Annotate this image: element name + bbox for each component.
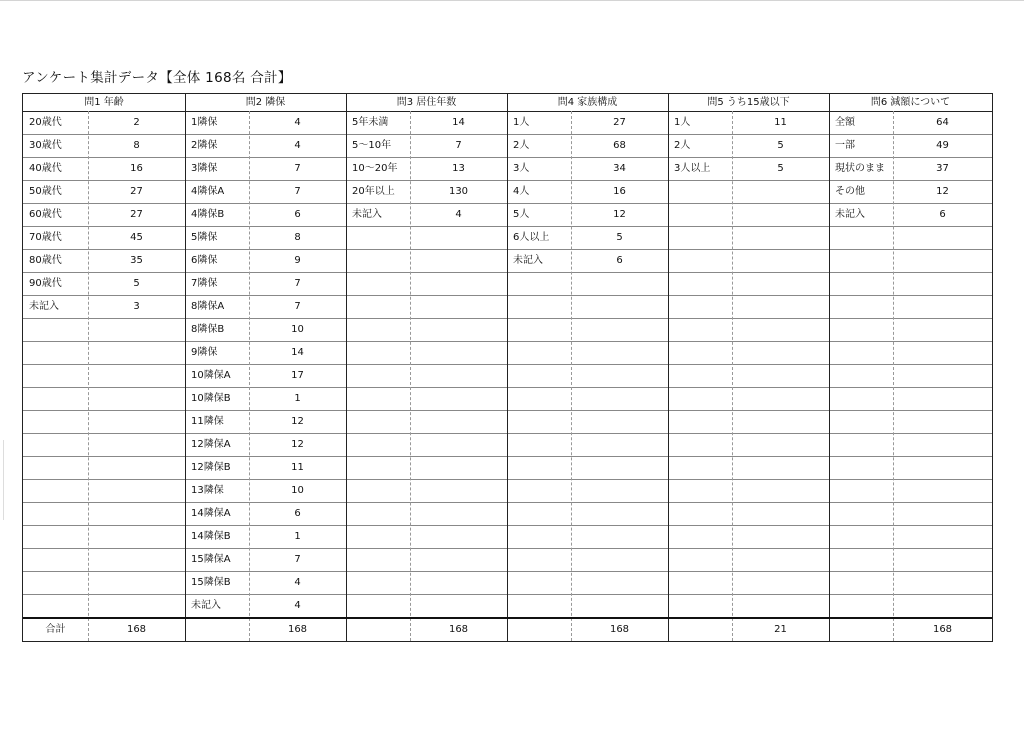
row-value: 7 <box>294 278 301 289</box>
table-row <box>23 249 185 273</box>
table-row <box>507 571 668 595</box>
row-value: 1 <box>294 531 301 542</box>
table-row <box>507 203 668 227</box>
row-value: 11 <box>774 117 787 128</box>
row-value: 34 <box>613 163 626 174</box>
table-row <box>668 111 829 135</box>
row-value: 27 <box>130 209 143 220</box>
table-row <box>829 341 992 365</box>
table-row <box>346 134 507 158</box>
table-row <box>23 180 185 204</box>
table-row <box>507 479 668 503</box>
scan-edge <box>0 0 1024 1</box>
table-row <box>23 318 185 342</box>
question-group <box>185 94 346 641</box>
row-label: 2隣保 <box>191 140 218 151</box>
question-group <box>23 94 185 641</box>
table-row <box>507 525 668 549</box>
row-label: 6人以上 <box>513 232 550 243</box>
table-row <box>185 387 346 411</box>
table-row <box>185 134 346 158</box>
table-row <box>668 249 829 273</box>
table-row <box>346 111 507 135</box>
row-value: 68 <box>613 140 626 151</box>
total-label: 合計 <box>45 624 66 635</box>
question-header: 問5 うち15歳以下 <box>668 94 829 112</box>
table-row <box>829 456 992 480</box>
row-label: 4隣保B <box>191 209 225 220</box>
table-row <box>507 111 668 135</box>
row-label: 70歳代 <box>29 232 62 243</box>
table-row <box>829 318 992 342</box>
table-row <box>23 157 185 181</box>
table-row <box>829 295 992 319</box>
row-value: 6 <box>616 255 623 266</box>
table-row <box>23 502 185 526</box>
row-label: 5年未満 <box>352 117 389 128</box>
table-row <box>346 571 507 595</box>
row-label: 未記入 <box>513 255 543 266</box>
row-label: 10隣保B <box>191 393 231 404</box>
total-value: 168 <box>448 624 469 635</box>
row-label: 9隣保 <box>191 347 218 358</box>
table-row <box>668 548 829 572</box>
table-row <box>346 594 507 618</box>
row-label: 80歳代 <box>29 255 62 266</box>
row-label: 7隣保 <box>191 278 218 289</box>
table-row <box>829 249 992 273</box>
table-row <box>23 134 185 158</box>
total-rule <box>23 617 992 619</box>
row-value: 7 <box>455 140 462 151</box>
table-row <box>507 157 668 181</box>
table-row <box>668 341 829 365</box>
table-row <box>507 456 668 480</box>
row-label: 一部 <box>835 140 855 151</box>
table-row <box>668 364 829 388</box>
total-value: 168 <box>126 624 147 635</box>
question-group <box>346 94 507 641</box>
row-value: 12 <box>936 186 949 197</box>
table-row <box>668 226 829 250</box>
row-label: 3人以上 <box>674 163 711 174</box>
row-label: 20年以上 <box>352 186 395 197</box>
row-value: 4 <box>294 577 301 588</box>
table-row <box>829 111 992 135</box>
table-row <box>668 525 829 549</box>
row-value: 4 <box>294 140 301 151</box>
row-value: 13 <box>452 163 465 174</box>
table-row <box>346 479 507 503</box>
question-header: 問4 家族構成 <box>507 94 668 112</box>
row-label: 5〜10年 <box>352 140 392 151</box>
row-value: 130 <box>448 186 469 197</box>
row-value: 9 <box>294 255 301 266</box>
row-value: 17 <box>291 370 304 381</box>
table-row <box>829 180 992 204</box>
scan-mark <box>3 440 4 520</box>
table-row <box>346 525 507 549</box>
table-row <box>829 548 992 572</box>
table-row <box>346 318 507 342</box>
row-label: 8隣保B <box>191 324 225 335</box>
row-value: 12 <box>291 439 304 450</box>
row-label: 3人 <box>513 163 530 174</box>
question-header: 問2 隣保 <box>185 94 346 112</box>
table-row <box>185 433 346 457</box>
table-row <box>668 502 829 526</box>
table-row <box>668 180 829 204</box>
question-header: 問1 年齢 <box>23 94 185 112</box>
row-value: 35 <box>130 255 143 266</box>
row-value: 6 <box>294 209 301 220</box>
row-label: 12隣保A <box>191 439 231 450</box>
table-row <box>23 433 185 457</box>
table-row <box>507 272 668 296</box>
row-label: 2人 <box>513 140 530 151</box>
row-value: 7 <box>294 186 301 197</box>
row-value: 12 <box>291 416 304 427</box>
row-label: 3隣保 <box>191 163 218 174</box>
table-row <box>829 433 992 457</box>
table-row <box>507 364 668 388</box>
table-row <box>507 594 668 618</box>
row-label: 全額 <box>835 117 855 128</box>
table-row <box>185 410 346 434</box>
table-row <box>829 387 992 411</box>
row-value: 2 <box>133 117 140 128</box>
table-row <box>507 295 668 319</box>
table-row <box>507 387 668 411</box>
table-row <box>23 341 185 365</box>
table-row <box>185 548 346 572</box>
table-row <box>346 157 507 181</box>
row-label: 30歳代 <box>29 140 62 151</box>
table-row <box>185 341 346 365</box>
table-row <box>23 479 185 503</box>
table-row <box>668 594 829 618</box>
table-row <box>185 571 346 595</box>
table-row <box>23 525 185 549</box>
table-row <box>829 364 992 388</box>
row-label: 現状のまま <box>835 163 885 174</box>
table-row <box>507 433 668 457</box>
table-row <box>185 226 346 250</box>
row-label: 未記入 <box>352 209 382 220</box>
total-value: 168 <box>932 624 953 635</box>
row-label: 12隣保B <box>191 462 231 473</box>
row-label: 未記入 <box>835 209 865 220</box>
table-row <box>668 479 829 503</box>
row-label: 5人 <box>513 209 530 220</box>
table-row <box>346 502 507 526</box>
row-value: 5 <box>616 232 623 243</box>
row-label: 1人 <box>674 117 691 128</box>
row-label: その他 <box>835 186 865 197</box>
table-row <box>668 272 829 296</box>
group-separator <box>185 94 186 641</box>
row-label: 4隣保A <box>191 186 225 197</box>
table-row <box>346 203 507 227</box>
row-label: 未記入 <box>29 301 59 312</box>
row-value: 11 <box>291 462 304 473</box>
table-row <box>185 111 346 135</box>
row-value: 4 <box>294 117 301 128</box>
table-row <box>346 433 507 457</box>
table-row <box>668 203 829 227</box>
table-row <box>185 502 346 526</box>
row-value: 10 <box>291 485 304 496</box>
table-row <box>507 410 668 434</box>
row-value: 7 <box>294 163 301 174</box>
table-row <box>829 134 992 158</box>
table-row <box>346 295 507 319</box>
table-row <box>829 502 992 526</box>
table-row <box>507 134 668 158</box>
column-divider <box>88 111 89 641</box>
table-row <box>185 318 346 342</box>
table-row <box>829 410 992 434</box>
row-label: 2人 <box>674 140 691 151</box>
row-value: 1 <box>294 393 301 404</box>
row-value: 6 <box>294 508 301 519</box>
row-value: 6 <box>939 209 946 220</box>
table-row <box>185 364 346 388</box>
row-value: 5 <box>133 278 140 289</box>
table-row <box>23 203 185 227</box>
table-row <box>829 272 992 296</box>
row-label: 1人 <box>513 117 530 128</box>
table-row <box>185 157 346 181</box>
row-label: 50歳代 <box>29 186 62 197</box>
row-label: 11隣保 <box>191 416 224 427</box>
row-value: 8 <box>133 140 140 151</box>
row-value: 4 <box>455 209 462 220</box>
row-label: 60歳代 <box>29 209 62 220</box>
total-value: 21 <box>774 624 787 635</box>
table-row <box>829 571 992 595</box>
table-row <box>346 456 507 480</box>
table-row <box>346 387 507 411</box>
table-row <box>346 548 507 572</box>
total-value: 168 <box>287 624 308 635</box>
column-divider <box>410 111 411 641</box>
row-label: 13隣保 <box>191 485 224 496</box>
survey-table <box>22 93 993 642</box>
table-row <box>346 180 507 204</box>
question-header: 問6 減額について <box>829 94 992 112</box>
column-divider <box>571 111 572 641</box>
table-row <box>668 157 829 181</box>
table-row <box>23 594 185 618</box>
table-row <box>829 203 992 227</box>
row-label: 10隣保A <box>191 370 231 381</box>
row-value: 45 <box>130 232 143 243</box>
row-value: 4 <box>294 600 301 611</box>
table-row <box>23 548 185 572</box>
row-value: 5 <box>777 163 784 174</box>
table-row <box>23 456 185 480</box>
question-header: 問3 居住年数 <box>346 94 507 112</box>
table-row <box>185 456 346 480</box>
question-group <box>507 94 668 641</box>
table-row <box>23 387 185 411</box>
table-row <box>23 364 185 388</box>
row-value: 37 <box>936 163 949 174</box>
row-label: 14隣保A <box>191 508 231 519</box>
row-value: 8 <box>294 232 301 243</box>
group-separator <box>829 94 830 641</box>
table-row <box>185 180 346 204</box>
table-row <box>346 341 507 365</box>
row-label: 14隣保B <box>191 531 231 542</box>
table-row <box>829 479 992 503</box>
row-value: 5 <box>777 140 784 151</box>
table-row <box>346 364 507 388</box>
table-row <box>829 594 992 618</box>
table-row <box>507 548 668 572</box>
question-group <box>668 94 829 641</box>
table-row <box>185 295 346 319</box>
column-divider <box>893 111 894 641</box>
row-label: 6隣保 <box>191 255 218 266</box>
row-label: 8隣保A <box>191 301 225 312</box>
row-value: 3 <box>133 301 140 312</box>
column-divider <box>249 111 250 641</box>
group-separator <box>668 94 669 641</box>
group-separator <box>507 94 508 641</box>
row-value: 12 <box>613 209 626 220</box>
table-row <box>668 295 829 319</box>
row-value: 7 <box>294 301 301 312</box>
table-row <box>668 134 829 158</box>
table-row <box>668 387 829 411</box>
row-label: 5隣保 <box>191 232 218 243</box>
table-row <box>346 249 507 273</box>
row-value: 49 <box>936 140 949 151</box>
row-label: 90歳代 <box>29 278 62 289</box>
group-separator <box>346 94 347 641</box>
row-value: 16 <box>613 186 626 197</box>
row-value: 10 <box>291 324 304 335</box>
row-value: 14 <box>291 347 304 358</box>
table-row <box>23 111 185 135</box>
table-row <box>185 525 346 549</box>
row-label: 15隣保A <box>191 554 231 565</box>
row-label: 4人 <box>513 186 530 197</box>
row-label: 40歳代 <box>29 163 62 174</box>
table-row <box>23 226 185 250</box>
row-value: 16 <box>130 163 143 174</box>
row-label: 1隣保 <box>191 117 218 128</box>
total-value: 168 <box>609 624 630 635</box>
column-divider <box>732 111 733 641</box>
row-value: 27 <box>130 186 143 197</box>
table-row <box>829 157 992 181</box>
table-row <box>507 318 668 342</box>
table-row <box>185 479 346 503</box>
table-row <box>668 433 829 457</box>
question-group <box>829 94 992 641</box>
table-row <box>668 410 829 434</box>
row-value: 27 <box>613 117 626 128</box>
table-row <box>507 226 668 250</box>
table-row <box>668 571 829 595</box>
table-row <box>185 203 346 227</box>
table-row <box>346 272 507 296</box>
table-row <box>23 571 185 595</box>
table-row <box>507 180 668 204</box>
row-label: 未記入 <box>191 600 221 611</box>
table-row <box>23 272 185 296</box>
row-label: 10〜20年 <box>352 163 398 174</box>
table-row <box>23 295 185 319</box>
table-row <box>507 502 668 526</box>
table-row <box>668 456 829 480</box>
table-row <box>507 341 668 365</box>
row-label: 15隣保B <box>191 577 231 588</box>
row-value: 64 <box>936 117 949 128</box>
table-row <box>346 410 507 434</box>
table-row <box>185 594 346 618</box>
row-value: 14 <box>452 117 465 128</box>
table-row <box>185 249 346 273</box>
table-row <box>829 226 992 250</box>
page-title: アンケート集計データ【全体 168名 合計】 <box>22 70 292 86</box>
table-row <box>346 226 507 250</box>
table-row <box>507 249 668 273</box>
table-row <box>829 525 992 549</box>
table-row <box>185 272 346 296</box>
table-row <box>23 410 185 434</box>
row-value: 7 <box>294 554 301 565</box>
row-label: 20歳代 <box>29 117 62 128</box>
table-row <box>668 318 829 342</box>
